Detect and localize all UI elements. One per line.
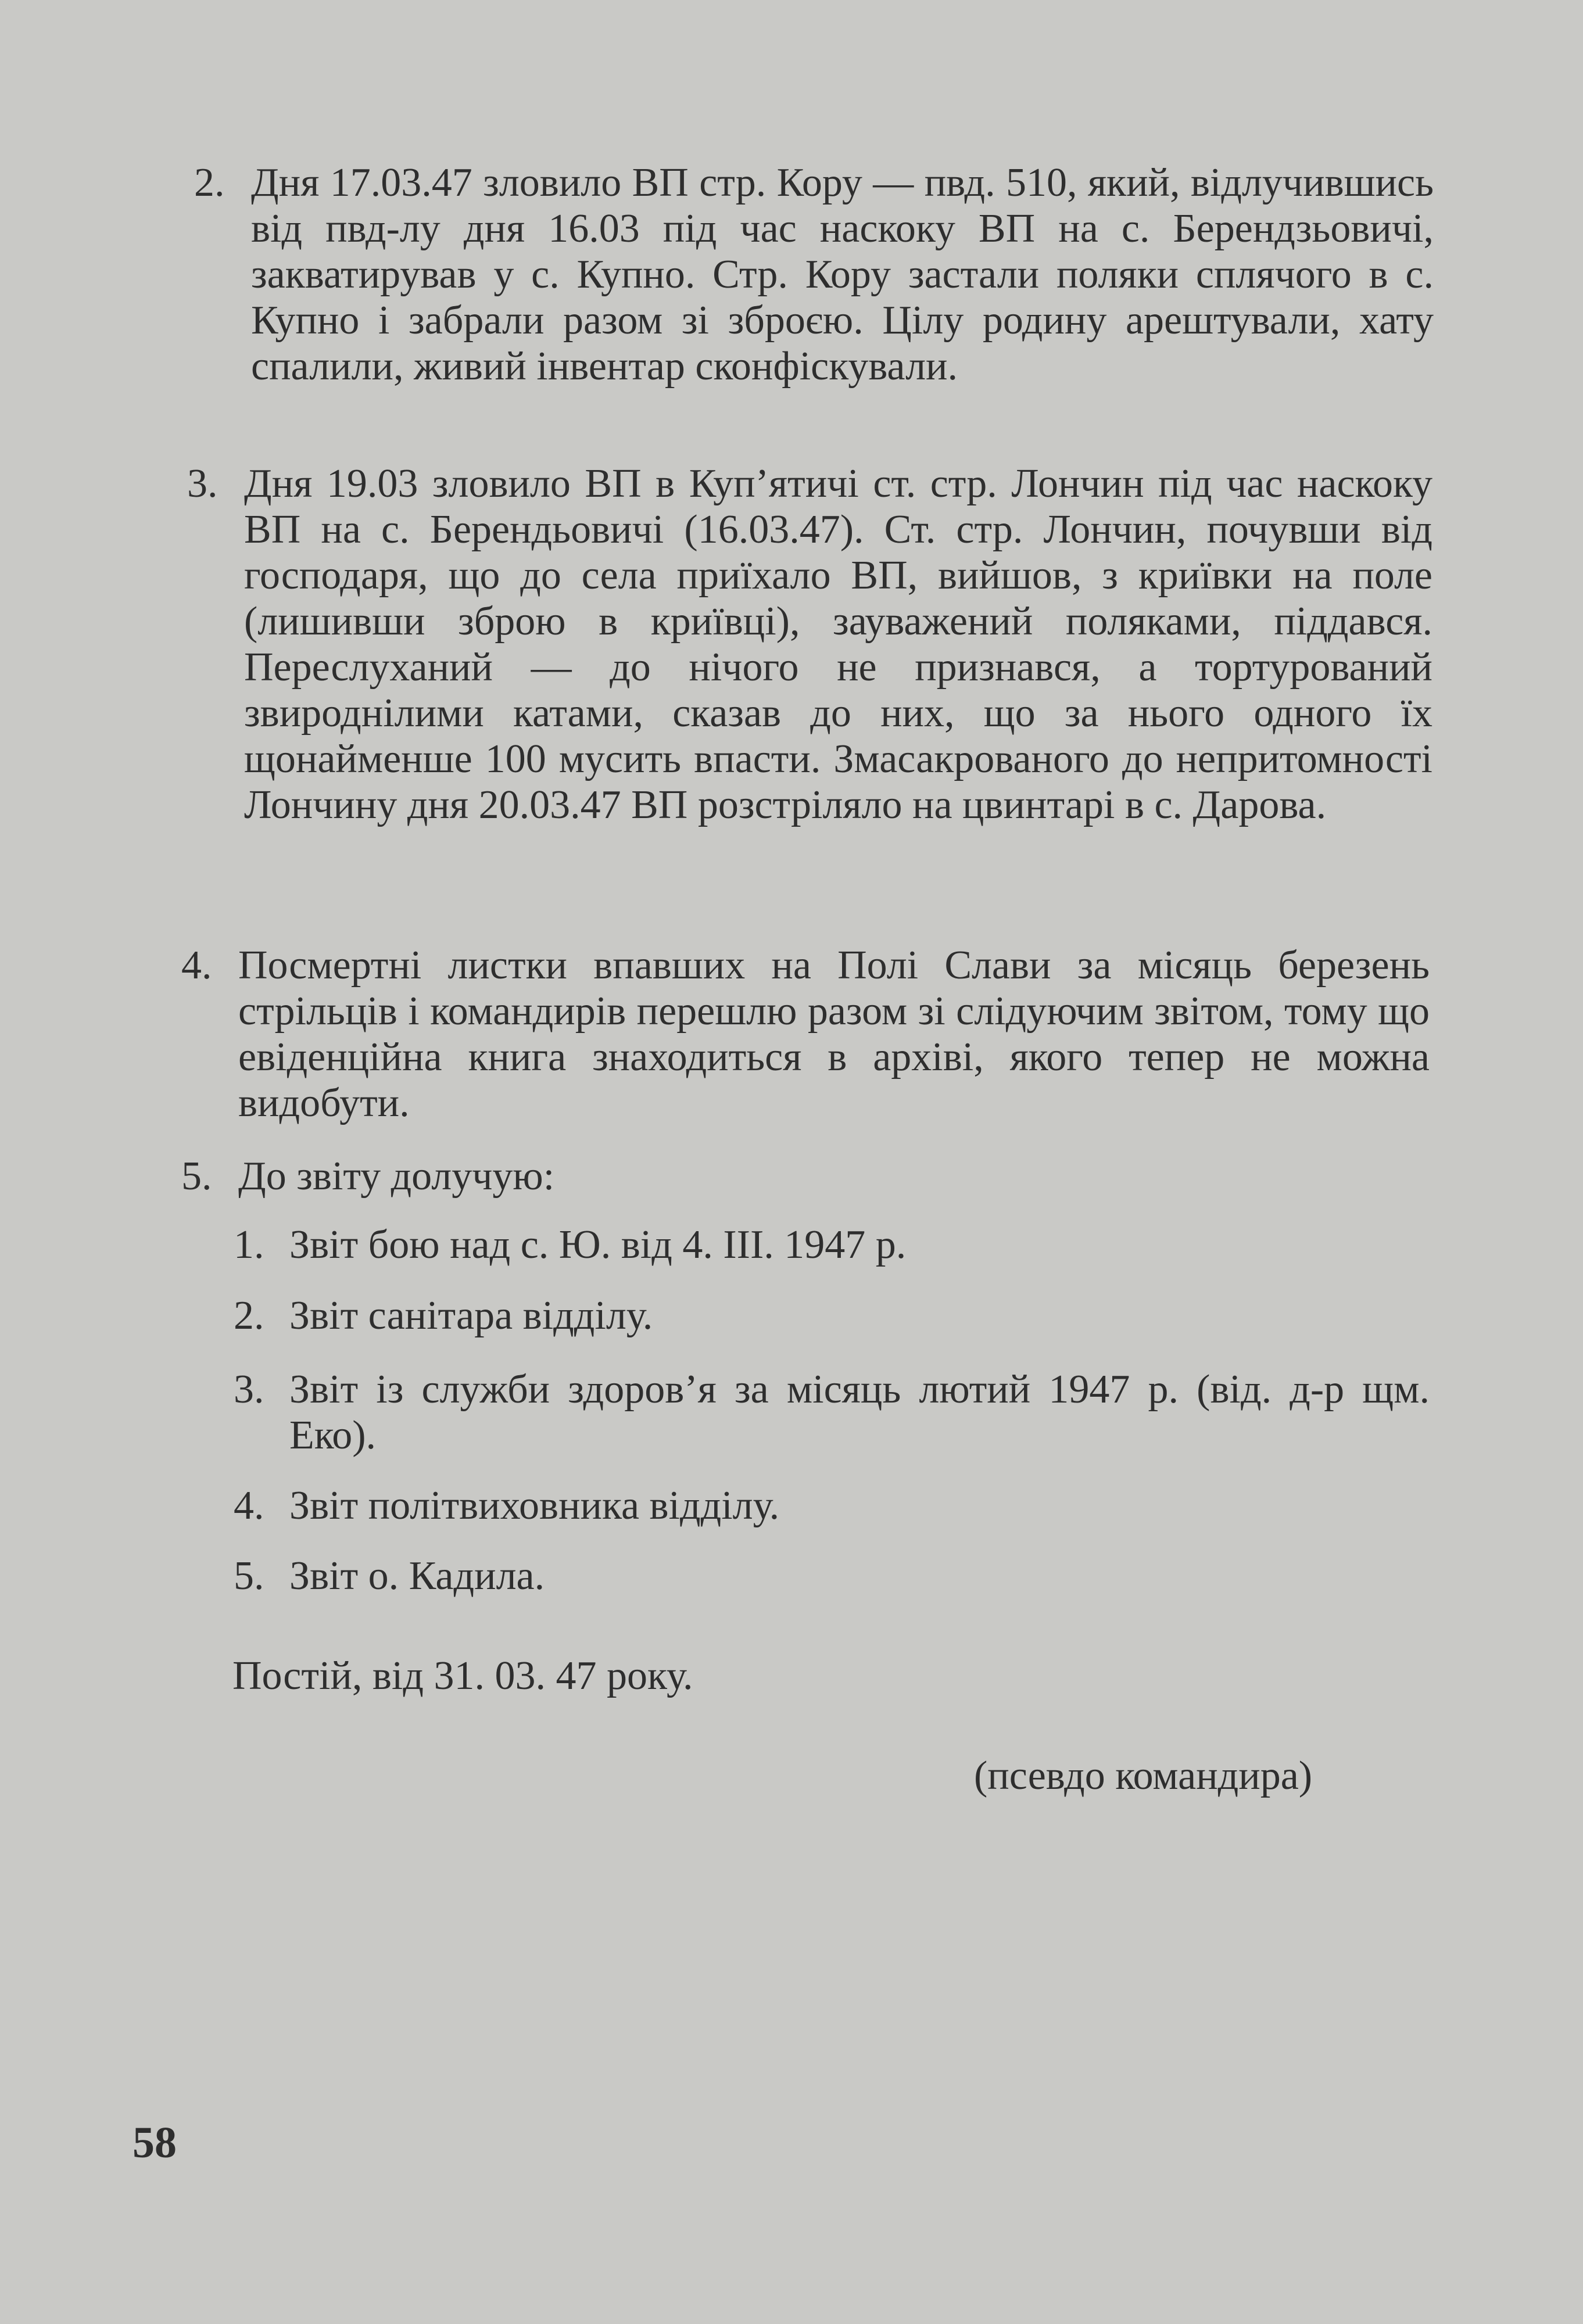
item-number: 5. xyxy=(181,1154,212,1199)
attachment-number: 1. xyxy=(234,1222,264,1267)
page-number: 58 xyxy=(132,2118,177,2167)
date-line: Постій, від 31. 03. 47 року. xyxy=(232,1654,693,1698)
attachment-item: Звіт санітара відділу. xyxy=(289,1293,653,1338)
paragraph-item: Дня 19.03 зловило ВП в Куп’ятичі ст. стр. Лончин під час наскоку ВП на с. Берендьовичі (16.03.47). Ст. стр. Лончин, почувши від господаря, що до села приїхало ВП, вийшов, з криївки на поле (лишивши зброю в криївці), зауважений поляками, піддався. Переслуханий — до нічого не признався, а тортурований звироднілими катами, сказав до них, що за нього одного їх щонайменше 100 мусить впасти. Змасакрованого до непритомності Лончину дня 20.03.47 ВП розстріляло на цвинтарі в с. Дарова. xyxy=(244,461,1432,827)
attachment-number: 4. xyxy=(234,1483,264,1528)
signature: (псевдо командира) xyxy=(974,1753,1313,1798)
attachment-item: Звіт бою над с. Ю. від 4. III. 1947 р. xyxy=(289,1222,907,1267)
item-number: 4. xyxy=(181,943,212,988)
paragraph-item: До звіту долучую: xyxy=(238,1154,555,1199)
item-number: 3. xyxy=(187,461,218,506)
attachment-item: Звіт із служби здоров’я за місяць лютий 1947 р. (від. д-р щм. Еко). xyxy=(289,1367,1430,1458)
item-number: 2. xyxy=(194,160,225,205)
paragraph-item: Посмертні листки впавших на Полі Слави за місяць березень стрільців і командирів перешлю разом зі слідуючим звітом, тому що евіденційна книга знаходиться в архіві, якого тепер не можна видобути. xyxy=(238,943,1430,1125)
attachment-number: 5. xyxy=(234,1554,264,1598)
attachment-number: 2. xyxy=(234,1293,264,1338)
attachment-item: Звіт політвиховника відділу. xyxy=(289,1483,780,1528)
paragraph-item: Дня 17.03.47 зловило ВП стр. Кору — пвд. 510, який, відлучившись від пвд-лу дня 16.03 під час наскоку ВП на с. Берендзьовичі, закватирував у с. Купно. Стр. Кору застали поляки сплячого в с. Купно і забрали разом зі зброєю. Цілу родину арештували, хату спалили, живий інвентар сконфіскували. xyxy=(251,160,1434,389)
attachment-number: 3. xyxy=(234,1367,264,1412)
attachment-item: Звіт о. Кадила. xyxy=(289,1554,545,1598)
